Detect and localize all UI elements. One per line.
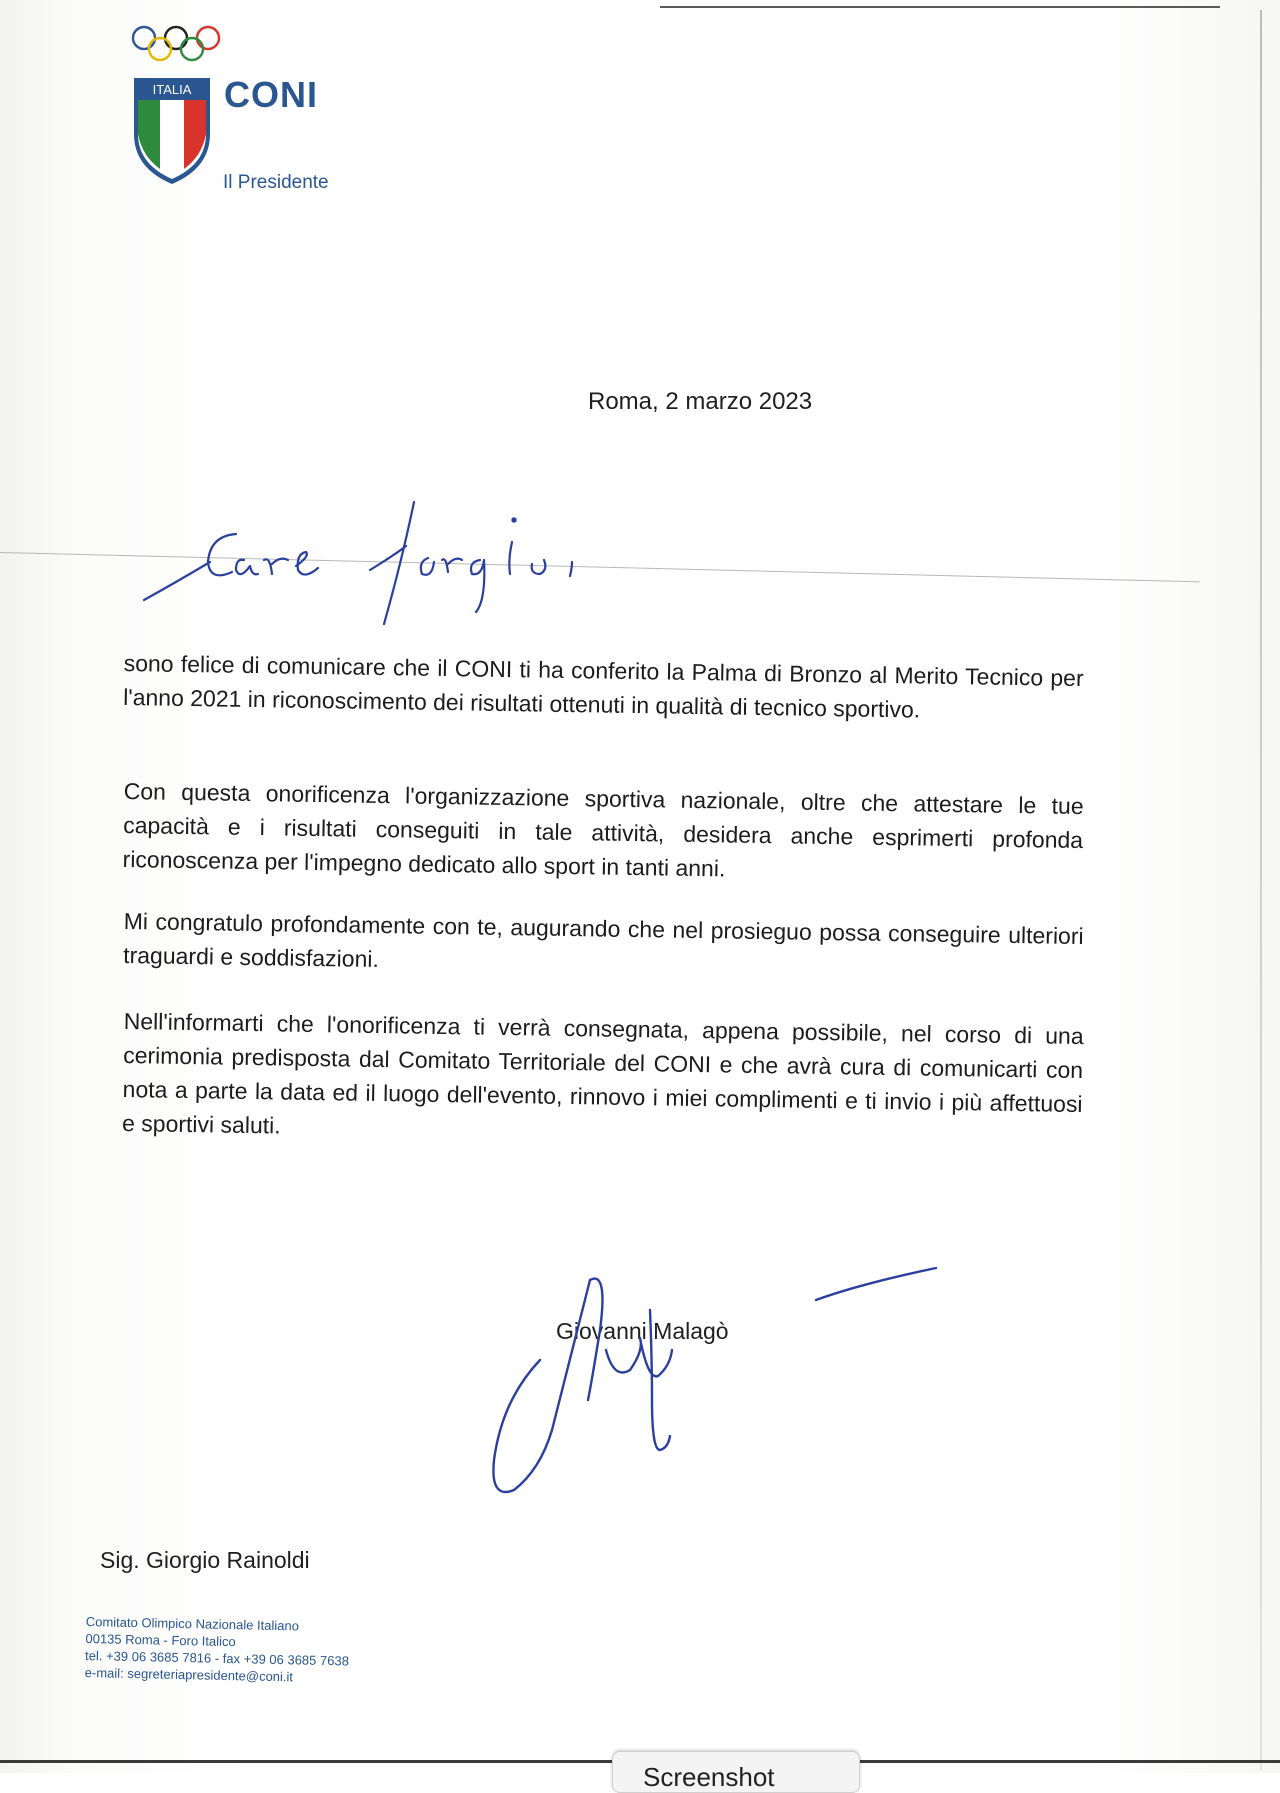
addressee: Sig. Giorgio Rainoldi (100, 1547, 310, 1573)
paper-right-edge (1260, 10, 1262, 1770)
italia-shield-logo (132, 76, 212, 186)
letter-paragraph-1: sono felice di comunicare che il CONI ti ha conferito la Palma di Bronzo al Merito Tecnico per l'anno 2021 in riconoscimento dei risultati ottenuti in qualità di tecnico sportivo. (122, 649, 1084, 723)
handwritten-salutation (140, 500, 620, 650)
screenshot-tab-label: Screenshot (643, 1762, 775, 1792)
handwritten-signature (480, 1250, 950, 1510)
footer-address: 00135 Roma - Foro Italico (85, 1630, 236, 1650)
footer-org-name: Comitato Olimpico Nazionale Italiano (85, 1613, 300, 1634)
org-name: CONI (224, 74, 318, 115)
letter-date: Roma, 2 marzo 2023 (588, 388, 813, 415)
letter-paragraph-4: Nell'informarti che l'onorificenza ti verrà consegnata, appena possibile, nel corso di una cerimonia predisposta dal Comitato Territoriale del CONI e che avrà cura di comunicarti con nota a parte la data ed il luogo dell'evento, rinnovo i miei complimenti e ti invio i più affettuosi e sportivi saluti. (121, 1007, 1084, 1139)
footer-phone-fax: tel. +39 06 3685 7816 - fax +39 06 3685 7638 (84, 1647, 350, 1669)
signer-name: Giovanni Malagò (556, 1318, 729, 1344)
olympic-rings-icon (130, 24, 222, 64)
letter-paragraph-2: Con questa onorificenza l'organizzazione sportiva nazionale, oltre che attestare le tue capacità e i risultati conseguiti in tale attività, desidera anche esprimerti profonda riconoscenza per l'impegno dedicato allo sport in tanti anni. (122, 777, 1084, 882)
letterhead-title: Il Presidente (223, 172, 329, 193)
letter-paragraph-3: Mi congratulo profondamente con te, augurando che nel prosieguo possa conseguire ulteriori traguardi e soddisfazioni. (122, 907, 1084, 973)
paper-top-edge (660, 6, 1220, 8)
letterhead-footer (85, 1613, 350, 1687)
footer-email: e-mail: segreteriapresidente@coni.it (84, 1664, 294, 1685)
screenshot-tab[interactable] (612, 1751, 860, 1793)
emblem-text: ITALIA (152, 82, 192, 97)
